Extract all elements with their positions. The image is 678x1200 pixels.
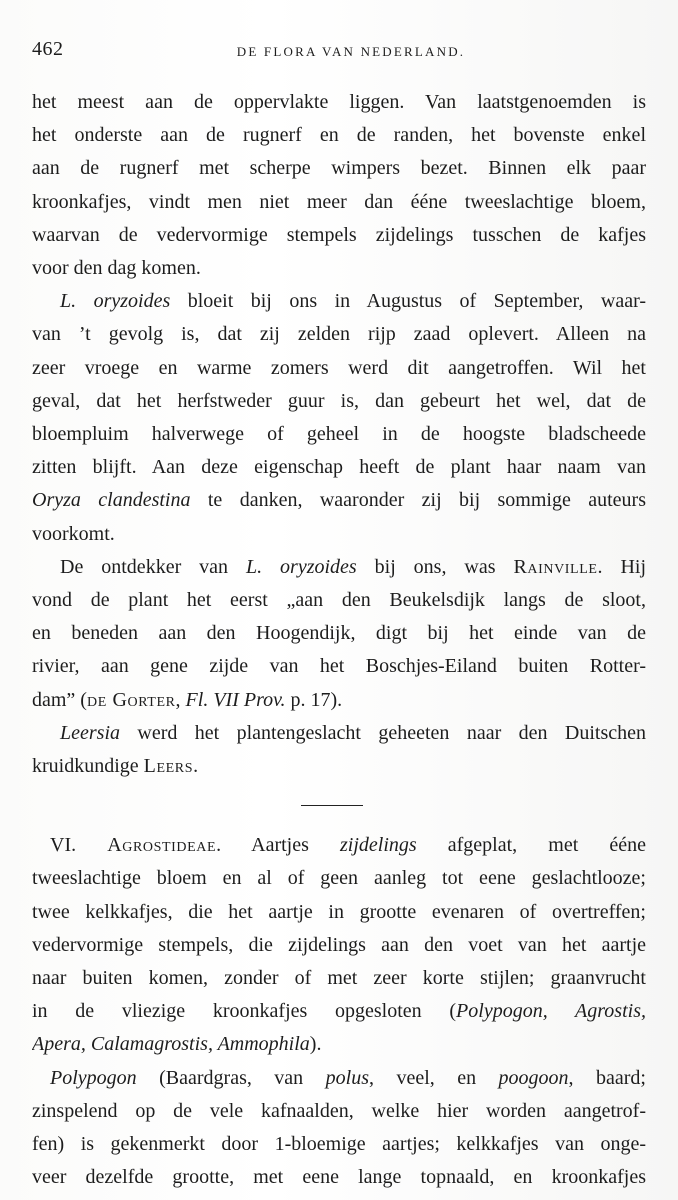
text-fragment: werd het plantengeslacht geheeten naar den Duitschen — [120, 721, 646, 744]
person-name: Rainville — [513, 555, 598, 578]
genus-name: Polypogon — [50, 1066, 137, 1089]
section-number: VI. — [50, 834, 108, 857]
text-line: het meest aan de oppervlakte liggen. Van laatstgenoemden is — [32, 91, 646, 113]
paragraph-3 — [32, 551, 646, 717]
paragraph-6 — [32, 1062, 646, 1195]
text-line: twee kelkkafjes, die het aartje in grootte evenaren of overtreffen; — [32, 900, 646, 923]
text-line — [32, 1062, 646, 1095]
paragraph-5 — [32, 829, 646, 1061]
page-number: 462 — [32, 38, 64, 60]
text-line: aan de rugnerf met scherpe wimpers bezet. Binnen elk paar — [32, 157, 646, 180]
text-fragment: te danken, waaronder zij bij sommige auteurs — [190, 489, 646, 512]
text-line: en beneden aan den Hoogendijk, digt bij het einde van de — [32, 622, 646, 645]
text-line: vond de plant het eerst „aan den Beukelsdijk langs de sloot, — [32, 589, 646, 612]
section-divider — [32, 783, 646, 829]
section-title: Agrostideae — [107, 834, 217, 857]
text-fragment: . Aartjes — [216, 834, 340, 857]
text-fragment: bij ons, was — [356, 555, 514, 578]
text-line — [32, 484, 646, 517]
citation-title: Fl. VII Prov. — [185, 688, 286, 711]
text-fragment: afgeplat, met ééne — [416, 834, 646, 857]
text-line — [32, 1028, 646, 1061]
text-line: zeer vroege en warme zomers werd dit aangetroffen. Wil het — [32, 356, 646, 379]
text-line: zinspelend op de vele kafnaalden, welke hier worden aangetrof- — [32, 1099, 646, 1122]
text-line — [32, 684, 646, 717]
text-line: voorkomt. — [32, 522, 115, 545]
text-line: vedervormige stempels, die zijdelings aan den voet van het aartje — [32, 933, 646, 956]
text-line: zitten blijft. Aan deze eigenschap heeft de plant haar naam van — [32, 456, 646, 479]
genus-list: Apera, Calamagrostis, Ammophila — [32, 1033, 310, 1056]
paragraph-4 — [32, 717, 646, 783]
text-fragment: . Hij — [597, 555, 646, 578]
species-name: L. oryzoides — [245, 555, 357, 578]
text-fragment: , veel, en — [368, 1066, 499, 1089]
text-line: fen) is gekenmerkt door 1-bloemige aartjes; kelkkafjes van onge- — [32, 1133, 646, 1156]
species-name: L. oryzoides — [60, 290, 171, 313]
text-line: het onderste aan de rugnerf en de randen, het bovenste enkel — [32, 124, 646, 147]
text-line — [32, 995, 646, 1028]
paragraph-2 — [32, 285, 646, 551]
species-name: Oryza clandestina — [32, 489, 191, 512]
text-line: geval, dat het herfstweder guur is, dan gebeurt het wel, dat de — [32, 389, 646, 412]
text-fragment: in de vliezige kroonkafjes opgesloten ( — [32, 1000, 457, 1023]
text-line — [32, 285, 646, 318]
divider-rule — [301, 805, 363, 806]
text-fragment: ). — [309, 1033, 322, 1056]
text-line: waarvan de vedervormige stempels zijdelings tusschen de kafjes — [32, 223, 646, 246]
paragraph-1 — [32, 86, 646, 285]
text-fragment: De ontdekker van — [60, 555, 246, 578]
emphasis: zijdelings — [340, 834, 417, 857]
text-line: tweeslachtige bloem en al of geen aanleg tot eene geslachtlooze; — [32, 867, 646, 890]
genus-name: Leersia — [60, 721, 120, 744]
text-fragment: bloeit bij ons in Augustus of September, waar- — [170, 290, 646, 313]
text-fragment: (Baardgras, van — [136, 1066, 326, 1089]
text-line: kroonkafjes, vindt men niet meer dan ééne tweeslachtige bloem, — [32, 190, 646, 213]
text-fragment: kruidkundige — [32, 755, 144, 778]
person-name: Leers — [143, 755, 194, 778]
text-line — [32, 551, 646, 584]
genus-list: Polypogon, Agrostis, — [456, 1000, 646, 1023]
text-fragment: , baard; — [568, 1066, 646, 1089]
text-line: voor den dag komen. — [32, 257, 201, 280]
body-text — [32, 86, 646, 1195]
greek-word: poogoon — [498, 1066, 569, 1089]
text-fragment: p. 17). — [285, 688, 343, 711]
text-fragment: dam” ( — [32, 688, 87, 711]
text-line: bloempluim halverwege of geheel in de hoogste bladscheede — [32, 423, 646, 446]
text-line: veer dezelfde grootte, met eene lange topnaald, en kroonkafjes — [32, 1166, 646, 1189]
page-header — [32, 38, 650, 66]
person-name: de Gorter — [86, 688, 176, 711]
text-line — [32, 717, 646, 750]
greek-word: polus — [325, 1066, 369, 1089]
text-line: rivier, aan gene zijde van het Boschjes-Eiland buiten Rotter- — [32, 655, 646, 678]
running-head: DE FLORA VAN NEDERLAND. — [236, 44, 466, 59]
text-line: van ’t gevolg is, dat zij zelden rijp zaad oplevert. Alleen na — [32, 323, 646, 346]
section-heading-line — [32, 829, 646, 862]
text-line — [32, 750, 646, 783]
text-fragment: . — [193, 755, 199, 778]
text-line: naar buiten komen, zonder of met zeer korte stijlen; graanvrucht — [32, 967, 646, 990]
text-fragment: , — [175, 688, 186, 711]
